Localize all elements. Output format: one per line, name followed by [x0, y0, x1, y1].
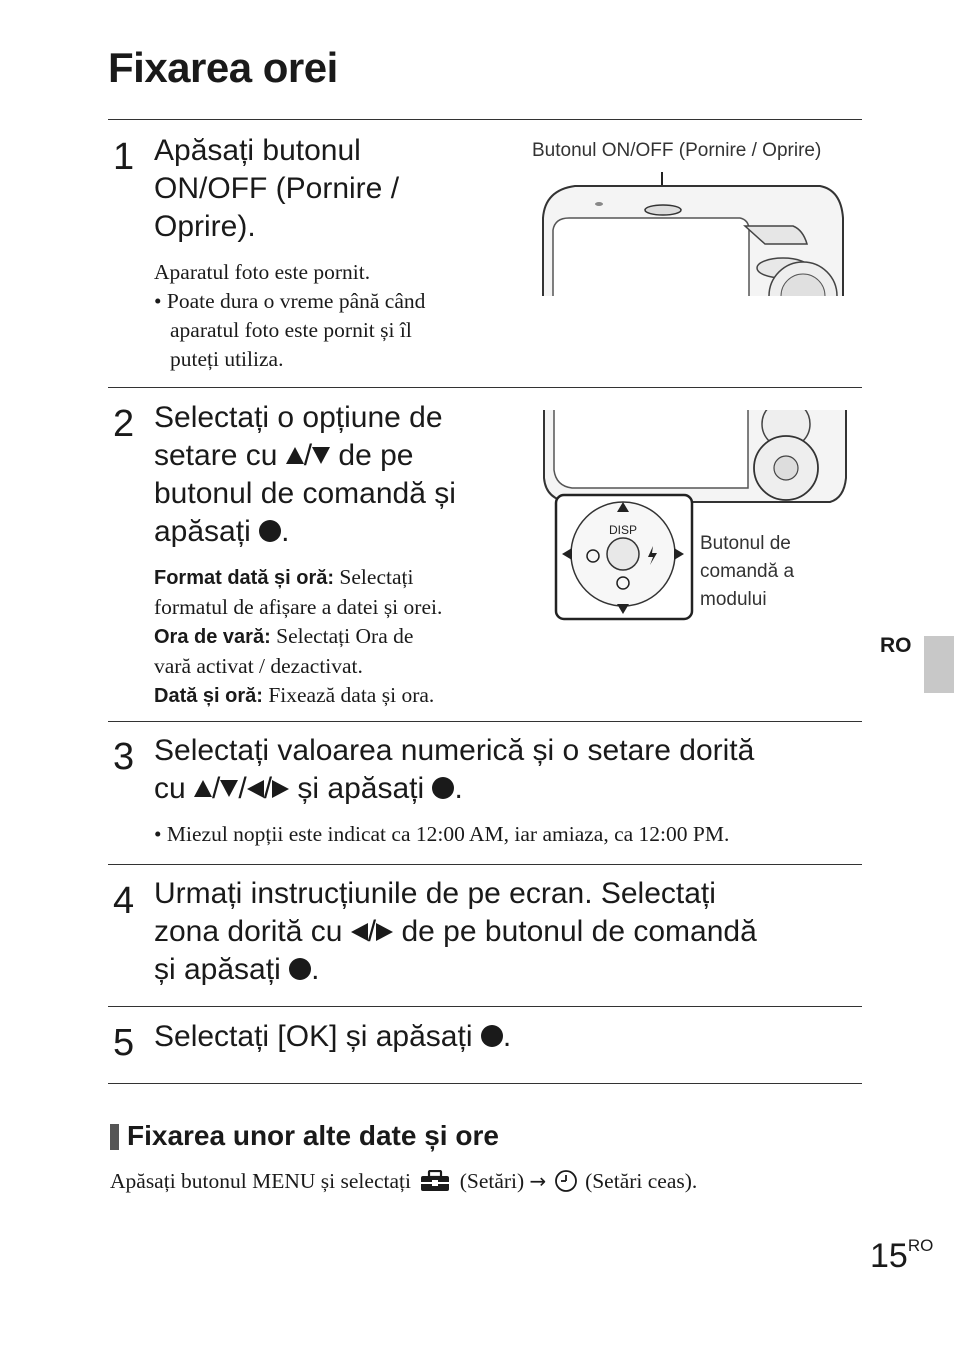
- step-1-number: 1: [113, 136, 135, 178]
- center-button-icon: [289, 958, 311, 980]
- section-marker: [110, 1124, 119, 1150]
- section-body: Apăsați butonul MENU și selectați (Setări) → (Setări ceas).: [110, 1169, 698, 1193]
- language-label: RO: [880, 634, 912, 657]
- right-arrow-icon: [376, 923, 393, 941]
- step-3-number: 3: [113, 736, 135, 778]
- camera-back-illustration: [540, 408, 850, 623]
- camera-top-illustration: [535, 168, 850, 298]
- up-arrow-icon: [286, 447, 304, 464]
- step-1-heading: Apăsați butonul ON/OFF (Pornire / Oprire).: [154, 134, 400, 243]
- right-arrow-icon: →: [529, 1169, 547, 1193]
- divider: [108, 1083, 862, 1084]
- page-number: $15^{RO}$: [870, 1236, 934, 1275]
- step-2-number: 2: [113, 403, 135, 445]
- step-3-note: • Miezul nopții este indicat ca 12:00 AM, iar amiaza, ca 12:00 PM.: [154, 822, 730, 846]
- step-5-heading: Selectați [OK] și apăsați .: [154, 1020, 512, 1053]
- step-4-heading: Urmați instrucțiunile de pe ecran. Selectați zona dorită cu / de pe butonul de comandă și apăsați .: [154, 877, 757, 986]
- step-5-number: 5: [113, 1022, 135, 1064]
- center-button-icon: [259, 520, 281, 542]
- clock-icon: [554, 1169, 578, 1193]
- divider: [108, 1006, 862, 1007]
- disp-label: DISP: [608, 523, 638, 537]
- power-button-caption: Butonul ON/OFF (Pornire / Oprire): [532, 140, 822, 161]
- left-arrow-icon: [351, 923, 368, 941]
- right-arrow-icon: [272, 780, 289, 798]
- step-2-options: Format dată și oră: Selectați formatul de afișare a datei și orei. Ora de vară: Selectați Ora de vară activat / dezactivat. Dată și oră: Fixează data și ora.: [154, 565, 443, 707]
- step-1-body: Aparatul foto este pornit. • Poate dura o vreme până când aparatul foto este pornit și îl puteți utiliza.: [154, 260, 426, 371]
- left-arrow-icon: [247, 780, 264, 798]
- center-button-icon: [432, 777, 454, 799]
- step-4-number: 4: [113, 880, 135, 922]
- toolbox-settings-icon: [420, 1170, 450, 1192]
- step-2-heading: Selectați o opțiune de setare cu / de pe butonul de comandă și apăsați .: [154, 401, 456, 548]
- control-button-caption: Butonul de comandă a modului: [700, 533, 795, 610]
- down-arrow-icon: [220, 780, 238, 797]
- up-arrow-icon: [194, 780, 212, 797]
- down-arrow-icon: [312, 447, 330, 464]
- divider: [108, 387, 862, 388]
- divider: [108, 119, 862, 120]
- section-heading: Fixarea unor alte date și ore: [127, 1120, 499, 1151]
- language-tab-marker: [924, 636, 954, 693]
- page-title: Fixarea orei: [108, 44, 338, 91]
- step-3-heading: Selectați valoarea numerică și o setare dorită cu / / / și apăsați .: [154, 734, 755, 805]
- divider: [108, 721, 862, 722]
- center-button-icon: [481, 1025, 503, 1047]
- divider: [108, 864, 862, 865]
